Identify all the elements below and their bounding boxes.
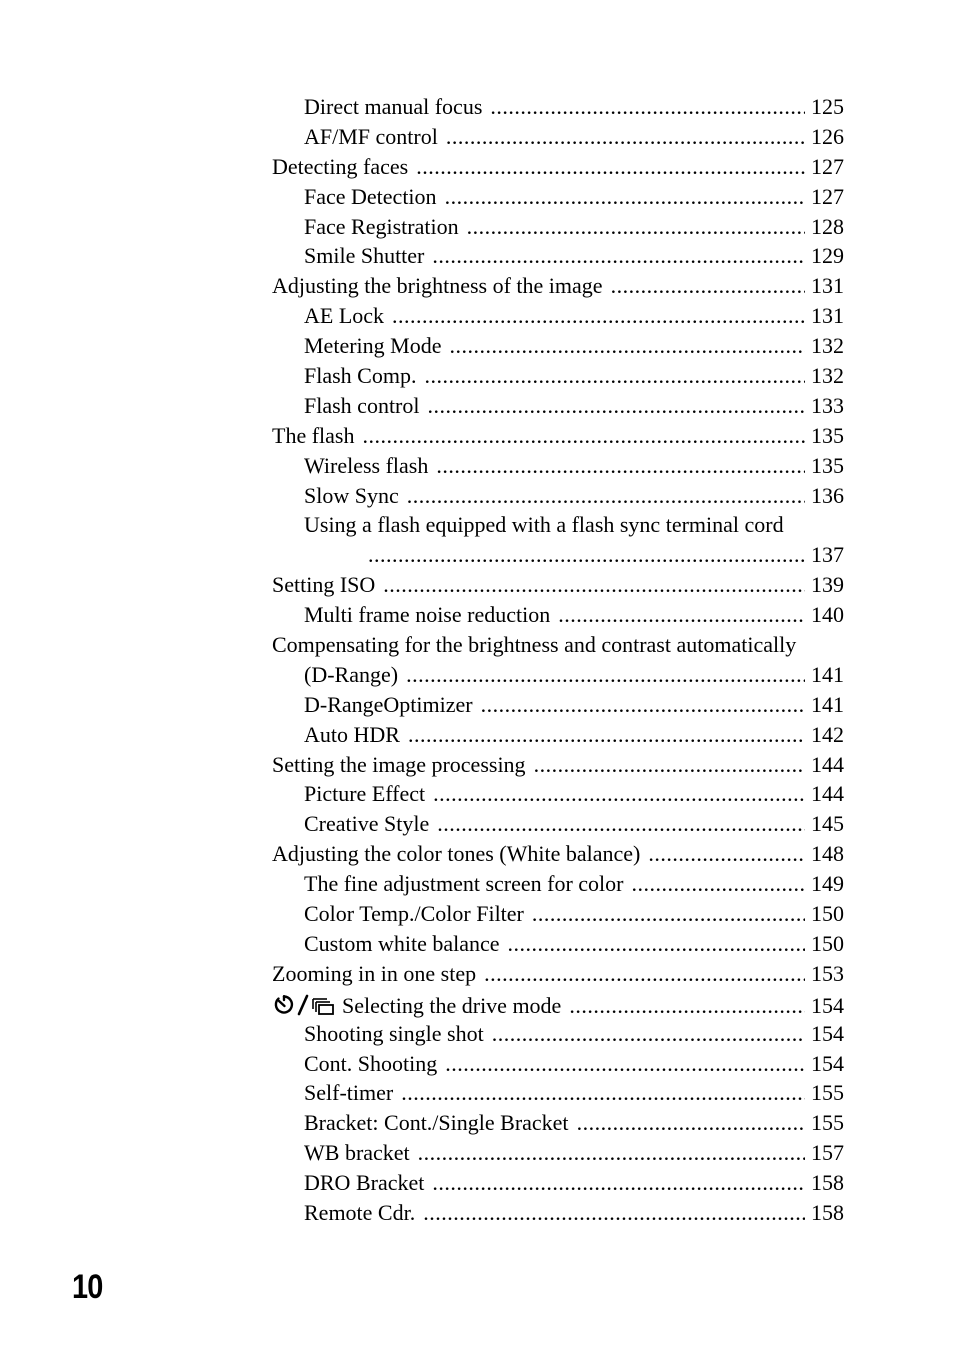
toc-entry-label: Adjusting the brightness of the image bbox=[272, 273, 603, 299]
toc-entry-label: AE Lock bbox=[304, 303, 385, 329]
dot-leader bbox=[490, 92, 805, 122]
dot-leader bbox=[445, 182, 805, 212]
toc-entry-page-number: 140 bbox=[811, 602, 844, 628]
toc-entry-page-number: 148 bbox=[811, 841, 844, 867]
toc-entry-label: Flash control bbox=[304, 392, 420, 418]
toc-entry[interactable] bbox=[272, 570, 844, 600]
dot-leader bbox=[432, 241, 805, 271]
toc-entry-label: Setting the image processing bbox=[272, 751, 526, 777]
toc-entry[interactable] bbox=[272, 391, 844, 421]
dot-leader bbox=[569, 991, 805, 1021]
toc-entry-label: Wireless flash bbox=[304, 452, 429, 478]
toc-entry-page-number: 157 bbox=[811, 1140, 844, 1166]
toc-entry[interactable] bbox=[272, 1198, 844, 1228]
toc-entry-page-number: 128 bbox=[811, 213, 844, 239]
dot-leader bbox=[406, 660, 805, 690]
dot-leader bbox=[418, 1138, 805, 1168]
drive-mode-icons bbox=[272, 993, 336, 1017]
toc-entry-label: Bracket: Cont./Single Bracket bbox=[304, 1110, 569, 1136]
toc-entry[interactable] bbox=[272, 1138, 844, 1168]
toc-entry[interactable] bbox=[272, 1049, 844, 1079]
toc-entry[interactable] bbox=[272, 451, 844, 481]
toc-entry-label: DRO Bracket bbox=[304, 1170, 425, 1196]
toc-entry[interactable] bbox=[272, 92, 844, 122]
toc-entry-label: Flash Comp. bbox=[304, 363, 417, 389]
toc-entry-page-number: 154 bbox=[811, 1050, 844, 1076]
toc-entry-label: Selecting the drive mode bbox=[342, 992, 562, 1018]
toc-entry-label: Compensating for the brightness and contrast automatically bbox=[272, 632, 797, 658]
toc-entry[interactable] bbox=[272, 809, 844, 839]
toc-entry-page-number: 131 bbox=[811, 273, 844, 299]
toc-entry-page-number: 155 bbox=[811, 1080, 844, 1106]
continuous-shooting-icon bbox=[310, 993, 336, 1017]
dot-leader bbox=[368, 540, 805, 570]
dot-leader bbox=[577, 1108, 805, 1138]
toc-entry-label-continued: (D-Range) bbox=[304, 661, 399, 687]
toc-entry-page-number: 135 bbox=[811, 452, 844, 478]
toc-entry[interactable] bbox=[272, 989, 844, 1019]
dot-leader bbox=[362, 421, 805, 451]
toc-entry-page-number: 125 bbox=[811, 94, 844, 119]
dot-leader bbox=[432, 1168, 805, 1198]
dot-leader bbox=[407, 481, 805, 511]
toc-entry[interactable] bbox=[272, 779, 844, 809]
toc-entry[interactable] bbox=[272, 182, 844, 212]
toc-entry[interactable] bbox=[272, 750, 844, 780]
toc-entry[interactable] bbox=[272, 959, 844, 989]
toc-entry-label: Shooting single shot bbox=[304, 1020, 484, 1046]
dot-leader bbox=[508, 929, 805, 959]
toc-entry-page-number: 154 bbox=[811, 992, 844, 1018]
toc-entry-label: Adjusting the color tones (White balance) bbox=[272, 841, 641, 867]
toc-entry-label: Slow Sync bbox=[304, 482, 399, 508]
dot-leader bbox=[408, 720, 805, 750]
dot-leader bbox=[392, 301, 805, 331]
toc-entry-label: Creative Style bbox=[304, 811, 430, 837]
toc-entry-label: The flash bbox=[272, 422, 355, 448]
toc-entry-page-number: 158 bbox=[811, 1170, 844, 1196]
toc-entry-page-number: 132 bbox=[811, 333, 844, 359]
toc-entry-page-number: 127 bbox=[811, 153, 844, 179]
toc-entry[interactable] bbox=[272, 720, 844, 750]
toc-entry[interactable] bbox=[272, 929, 844, 959]
toc-entry-page-number: 135 bbox=[811, 422, 844, 448]
toc-entry-label: Detecting faces bbox=[272, 153, 409, 179]
toc-entry[interactable] bbox=[272, 361, 844, 391]
toc-entry-label: Color Temp./Color Filter bbox=[304, 901, 524, 927]
toc-entry-page-number: 137 bbox=[811, 542, 844, 568]
toc-entry-page-number: 139 bbox=[811, 572, 844, 598]
toc-entry-page-number: 129 bbox=[811, 243, 844, 269]
toc-entry-label: Direct manual focus bbox=[304, 94, 483, 119]
dot-leader bbox=[648, 839, 805, 869]
toc-entry[interactable] bbox=[272, 869, 844, 899]
toc-entry[interactable] bbox=[272, 600, 844, 630]
dot-leader bbox=[467, 212, 805, 242]
dot-leader bbox=[611, 271, 805, 301]
toc-entry-page-number: 153 bbox=[811, 960, 844, 986]
dot-leader bbox=[449, 331, 805, 361]
dot-leader bbox=[401, 1078, 805, 1108]
toc-entry[interactable] bbox=[272, 1168, 844, 1198]
dot-leader bbox=[631, 869, 805, 899]
page-number: 10 bbox=[72, 1268, 103, 1306]
toc-entry[interactable] bbox=[272, 421, 844, 451]
toc-entry[interactable] bbox=[272, 481, 844, 511]
dot-leader bbox=[445, 1049, 805, 1079]
toc-entry[interactable] bbox=[272, 899, 844, 929]
toc-entry-page-number: 144 bbox=[811, 781, 844, 807]
toc-entry[interactable] bbox=[272, 630, 844, 690]
dot-leader bbox=[433, 779, 805, 809]
dot-leader bbox=[383, 570, 805, 600]
toc-entry-label: Auto HDR bbox=[304, 721, 400, 747]
toc-entry[interactable] bbox=[272, 152, 844, 182]
self-timer-icon bbox=[272, 993, 296, 1017]
dot-leader bbox=[532, 899, 805, 929]
dot-leader bbox=[484, 959, 805, 989]
toc-entry[interactable] bbox=[272, 1078, 844, 1108]
toc-entry[interactable] bbox=[272, 241, 844, 271]
toc-entry-label: Face Registration bbox=[304, 213, 459, 239]
table-of-contents bbox=[272, 92, 844, 1228]
toc-entry-label: Metering Mode bbox=[304, 333, 442, 359]
toc-entry-page-number: 132 bbox=[811, 363, 844, 389]
toc-entry-page-number: 154 bbox=[811, 1020, 844, 1046]
toc-entry[interactable] bbox=[272, 122, 844, 152]
toc-entry-page-number: 149 bbox=[811, 871, 844, 897]
toc-entry-page-number: 150 bbox=[811, 901, 844, 927]
toc-entry-label: Setting ISO bbox=[272, 572, 376, 598]
toc-entry[interactable] bbox=[272, 510, 844, 570]
toc-entry-page-number: 127 bbox=[811, 183, 844, 209]
toc-entry[interactable] bbox=[272, 271, 844, 301]
dot-leader bbox=[481, 690, 805, 720]
toc-entry-label: Smile Shutter bbox=[304, 243, 425, 269]
slash-separator-icon bbox=[296, 993, 310, 1017]
toc-entry-page-number: 141 bbox=[811, 691, 844, 717]
toc-entry-page-number: 145 bbox=[811, 811, 844, 837]
toc-entry-label: Using a flash equipped with a flash sync terminal cord bbox=[304, 512, 784, 538]
toc-entry-page-number: 142 bbox=[811, 721, 844, 747]
toc-entry-page-number: 136 bbox=[811, 482, 844, 508]
toc-entry[interactable] bbox=[272, 212, 844, 242]
toc-entry[interactable] bbox=[272, 301, 844, 331]
toc-entry-label: Custom white balance bbox=[304, 930, 500, 956]
toc-entry-page-number: 141 bbox=[811, 661, 844, 687]
toc-entry-label: WB bracket bbox=[304, 1140, 410, 1166]
dot-leader bbox=[416, 152, 805, 182]
toc-entry[interactable] bbox=[272, 690, 844, 720]
toc-entry-page-number: 155 bbox=[811, 1110, 844, 1136]
dot-leader bbox=[558, 600, 805, 630]
dot-leader bbox=[492, 1019, 805, 1049]
toc-entry-page-number: 131 bbox=[811, 303, 844, 329]
dot-leader bbox=[534, 750, 805, 780]
toc-entry-label: Self-timer bbox=[304, 1080, 394, 1106]
toc-entry-label: Face Detection bbox=[304, 183, 437, 209]
toc-entry-page-number: 158 bbox=[811, 1199, 844, 1225]
dot-leader bbox=[437, 809, 805, 839]
dot-leader bbox=[428, 391, 806, 421]
toc-entry-label: Remote Cdr. bbox=[304, 1199, 416, 1225]
toc-entry-page-number: 150 bbox=[811, 930, 844, 956]
dot-leader bbox=[446, 122, 805, 152]
dot-leader bbox=[424, 361, 805, 391]
toc-entry-label: Picture Effect bbox=[304, 781, 426, 807]
toc-entry[interactable] bbox=[272, 331, 844, 361]
toc-entry[interactable] bbox=[272, 1019, 844, 1049]
toc-entry-page-number: 133 bbox=[811, 392, 844, 418]
dot-leader bbox=[436, 451, 805, 481]
toc-entry[interactable] bbox=[272, 839, 844, 869]
toc-entry[interactable] bbox=[272, 1108, 844, 1138]
toc-entry-label: Cont. Shooting bbox=[304, 1050, 438, 1076]
toc-entry-label: Zooming in in one step bbox=[272, 960, 477, 986]
toc-entry-label: Multi frame noise reduction bbox=[304, 602, 551, 628]
toc-entry-page-number: 144 bbox=[811, 751, 844, 777]
dot-leader bbox=[423, 1198, 805, 1228]
toc-entry-label: AF/MF control bbox=[304, 123, 438, 149]
toc-entry-label: The fine adjustment screen for color bbox=[304, 871, 624, 897]
toc-entry-label: D-RangeOptimizer bbox=[304, 691, 473, 717]
toc-entry-page-number: 126 bbox=[811, 123, 844, 149]
